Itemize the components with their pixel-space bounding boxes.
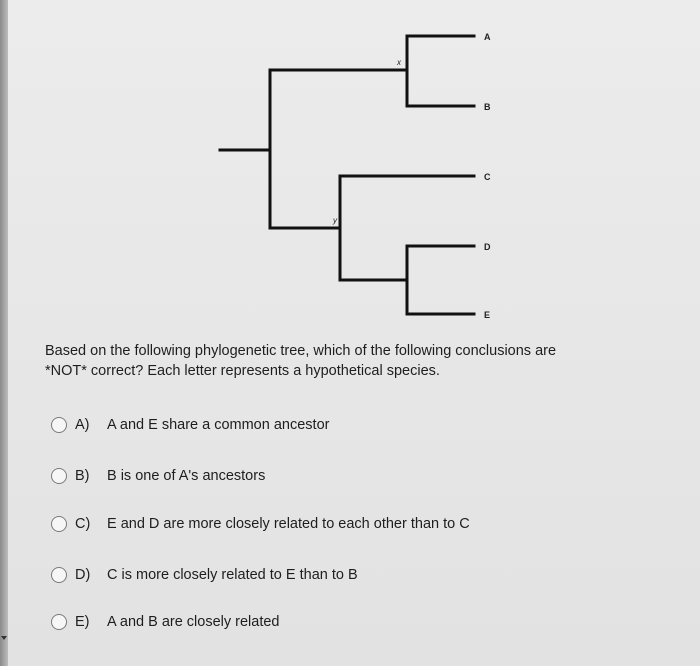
option-c[interactable]	[51, 512, 470, 536]
question-line-1: Based on the following phylogenetic tree, which of the following conclusions are	[45, 343, 557, 359]
leaf-label-b: B	[484, 102, 491, 112]
option-d[interactable]	[51, 563, 358, 587]
leaf-label-a: A	[484, 32, 491, 42]
radio-button-d[interactable]	[51, 567, 67, 583]
question-text	[45, 341, 655, 381]
option-text: A and B are closely related	[107, 614, 280, 630]
option-text: A and E share a common ancestor	[107, 417, 330, 433]
radio-button-a[interactable]	[51, 417, 67, 433]
leaf-label-e: E	[484, 310, 491, 320]
node-label-y: y	[333, 216, 337, 225]
node-label-x: x	[397, 58, 401, 67]
option-text: E and D are more closely related to each other than to C	[107, 516, 470, 532]
radio-button-b[interactable]	[51, 468, 67, 484]
option-letter: C)	[75, 516, 91, 532]
option-letter: E)	[75, 614, 90, 630]
option-b[interactable]	[51, 464, 265, 488]
leaf-label-d: D	[484, 242, 491, 252]
option-e[interactable]	[51, 610, 280, 634]
radio-button-e[interactable]	[51, 614, 67, 630]
question-line-2: *NOT* correct? Each letter represents a hypothetical species.	[45, 363, 440, 379]
option-a[interactable]	[51, 413, 329, 437]
radio-button-c[interactable]	[51, 516, 67, 532]
option-text: C is more closely related to E than to B	[107, 567, 358, 583]
option-letter: A)	[75, 417, 90, 433]
option-text: B is one of A's ancestors	[107, 468, 266, 484]
option-letter: D)	[75, 567, 91, 583]
leaf-label-c: C	[484, 172, 491, 182]
option-letter: B)	[75, 468, 90, 484]
